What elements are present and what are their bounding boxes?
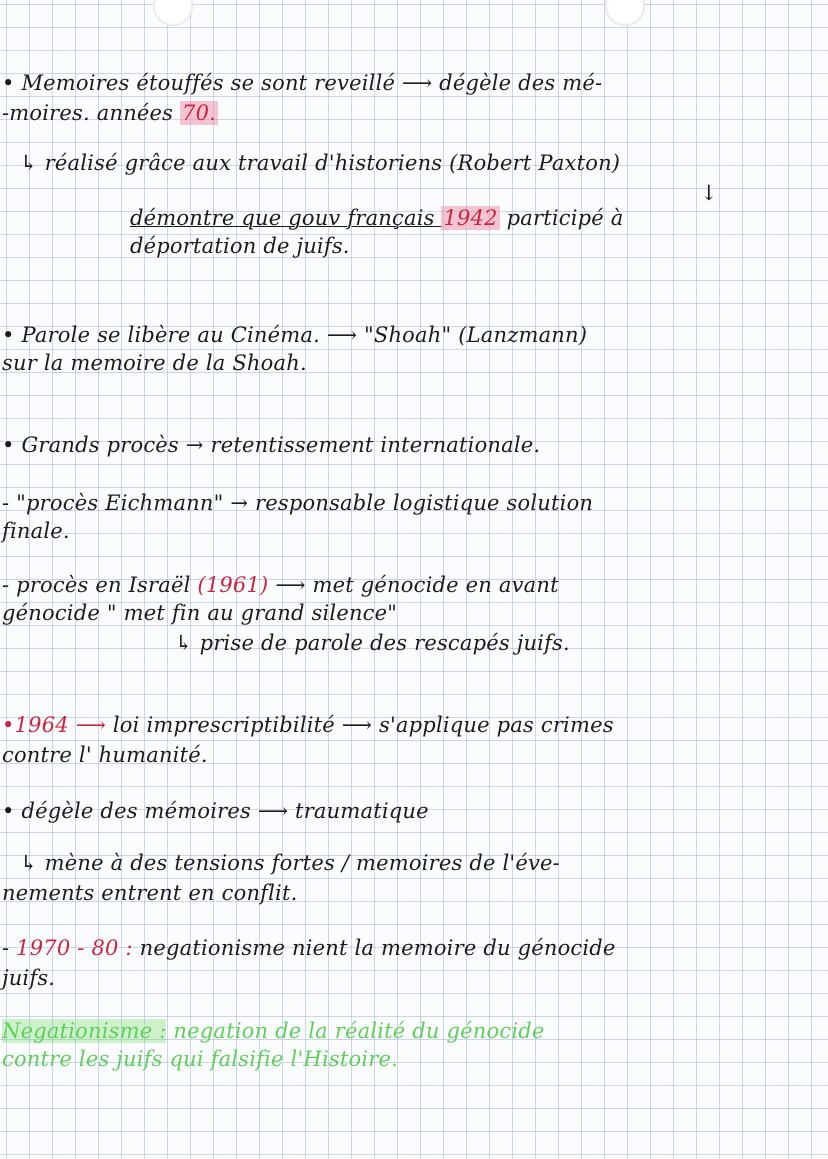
definition-term: Negationisme : [2,1019,167,1043]
note-line: ↳ mène à des tensions fortes / memoires de l'éve- [20,851,560,875]
note-line: nements entrent en conflit. [2,881,298,905]
note-line: • Grands procès → retentissement internationale. [2,433,541,457]
punch-hole-left [153,0,193,26]
note-line: juifs. [2,966,56,990]
note-line: • Memoires étouffés se sont reveillé ⟶ dégèle des mé- [2,71,603,95]
note-line: contre l' humanité. [2,743,208,767]
note-line: déportation de juifs. [130,234,350,258]
note-line: - 1970 - 80 : negationisme nient la memoire du génocide [2,936,616,960]
down-arrow: ↓ [700,181,718,205]
note-line: - "procès Eichmann" → responsable logistique solution [2,491,594,515]
punch-hole-right [605,0,645,26]
highlight-date: 1942 [443,206,498,230]
date-text: 1970 - 80 : [16,936,133,960]
note-line: génocide " met fin au grand silence" [2,601,398,625]
note-line: -moires. années 70. [2,101,217,125]
date-text: (1961) [197,573,269,597]
note-line: finale. [2,519,70,543]
note-line: • dégèle des mémoires ⟶ traumatique [2,799,429,823]
note-line: - procès en Israël (1961) ⟶ met génocide en avant [2,573,559,597]
note-line: •1964 ⟶ loi imprescriptibilité ⟶ s'applique pas crimes [2,713,614,737]
date-text: •1964 ⟶ [2,713,107,737]
definition-line: Negationisme : negation de la réalité du génocide [2,1019,545,1043]
note-line: • Parole se libère au Cinéma. ⟶ "Shoah" (Lanzmann) [2,323,588,347]
note-line: ↳ prise de parole des rescapés juifs. [175,631,570,655]
note-line: sur la memoire de la Shoah. [2,351,307,375]
note-line: ↳ réalisé grâce aux travail d'historiens (Robert Paxton) [20,151,621,175]
highlight-date: 70. [182,101,217,125]
note-line: démontre que gouv français 1942 participé à [130,206,624,230]
definition-line: contre les juifs qui falsifie l'Histoire. [2,1047,398,1071]
